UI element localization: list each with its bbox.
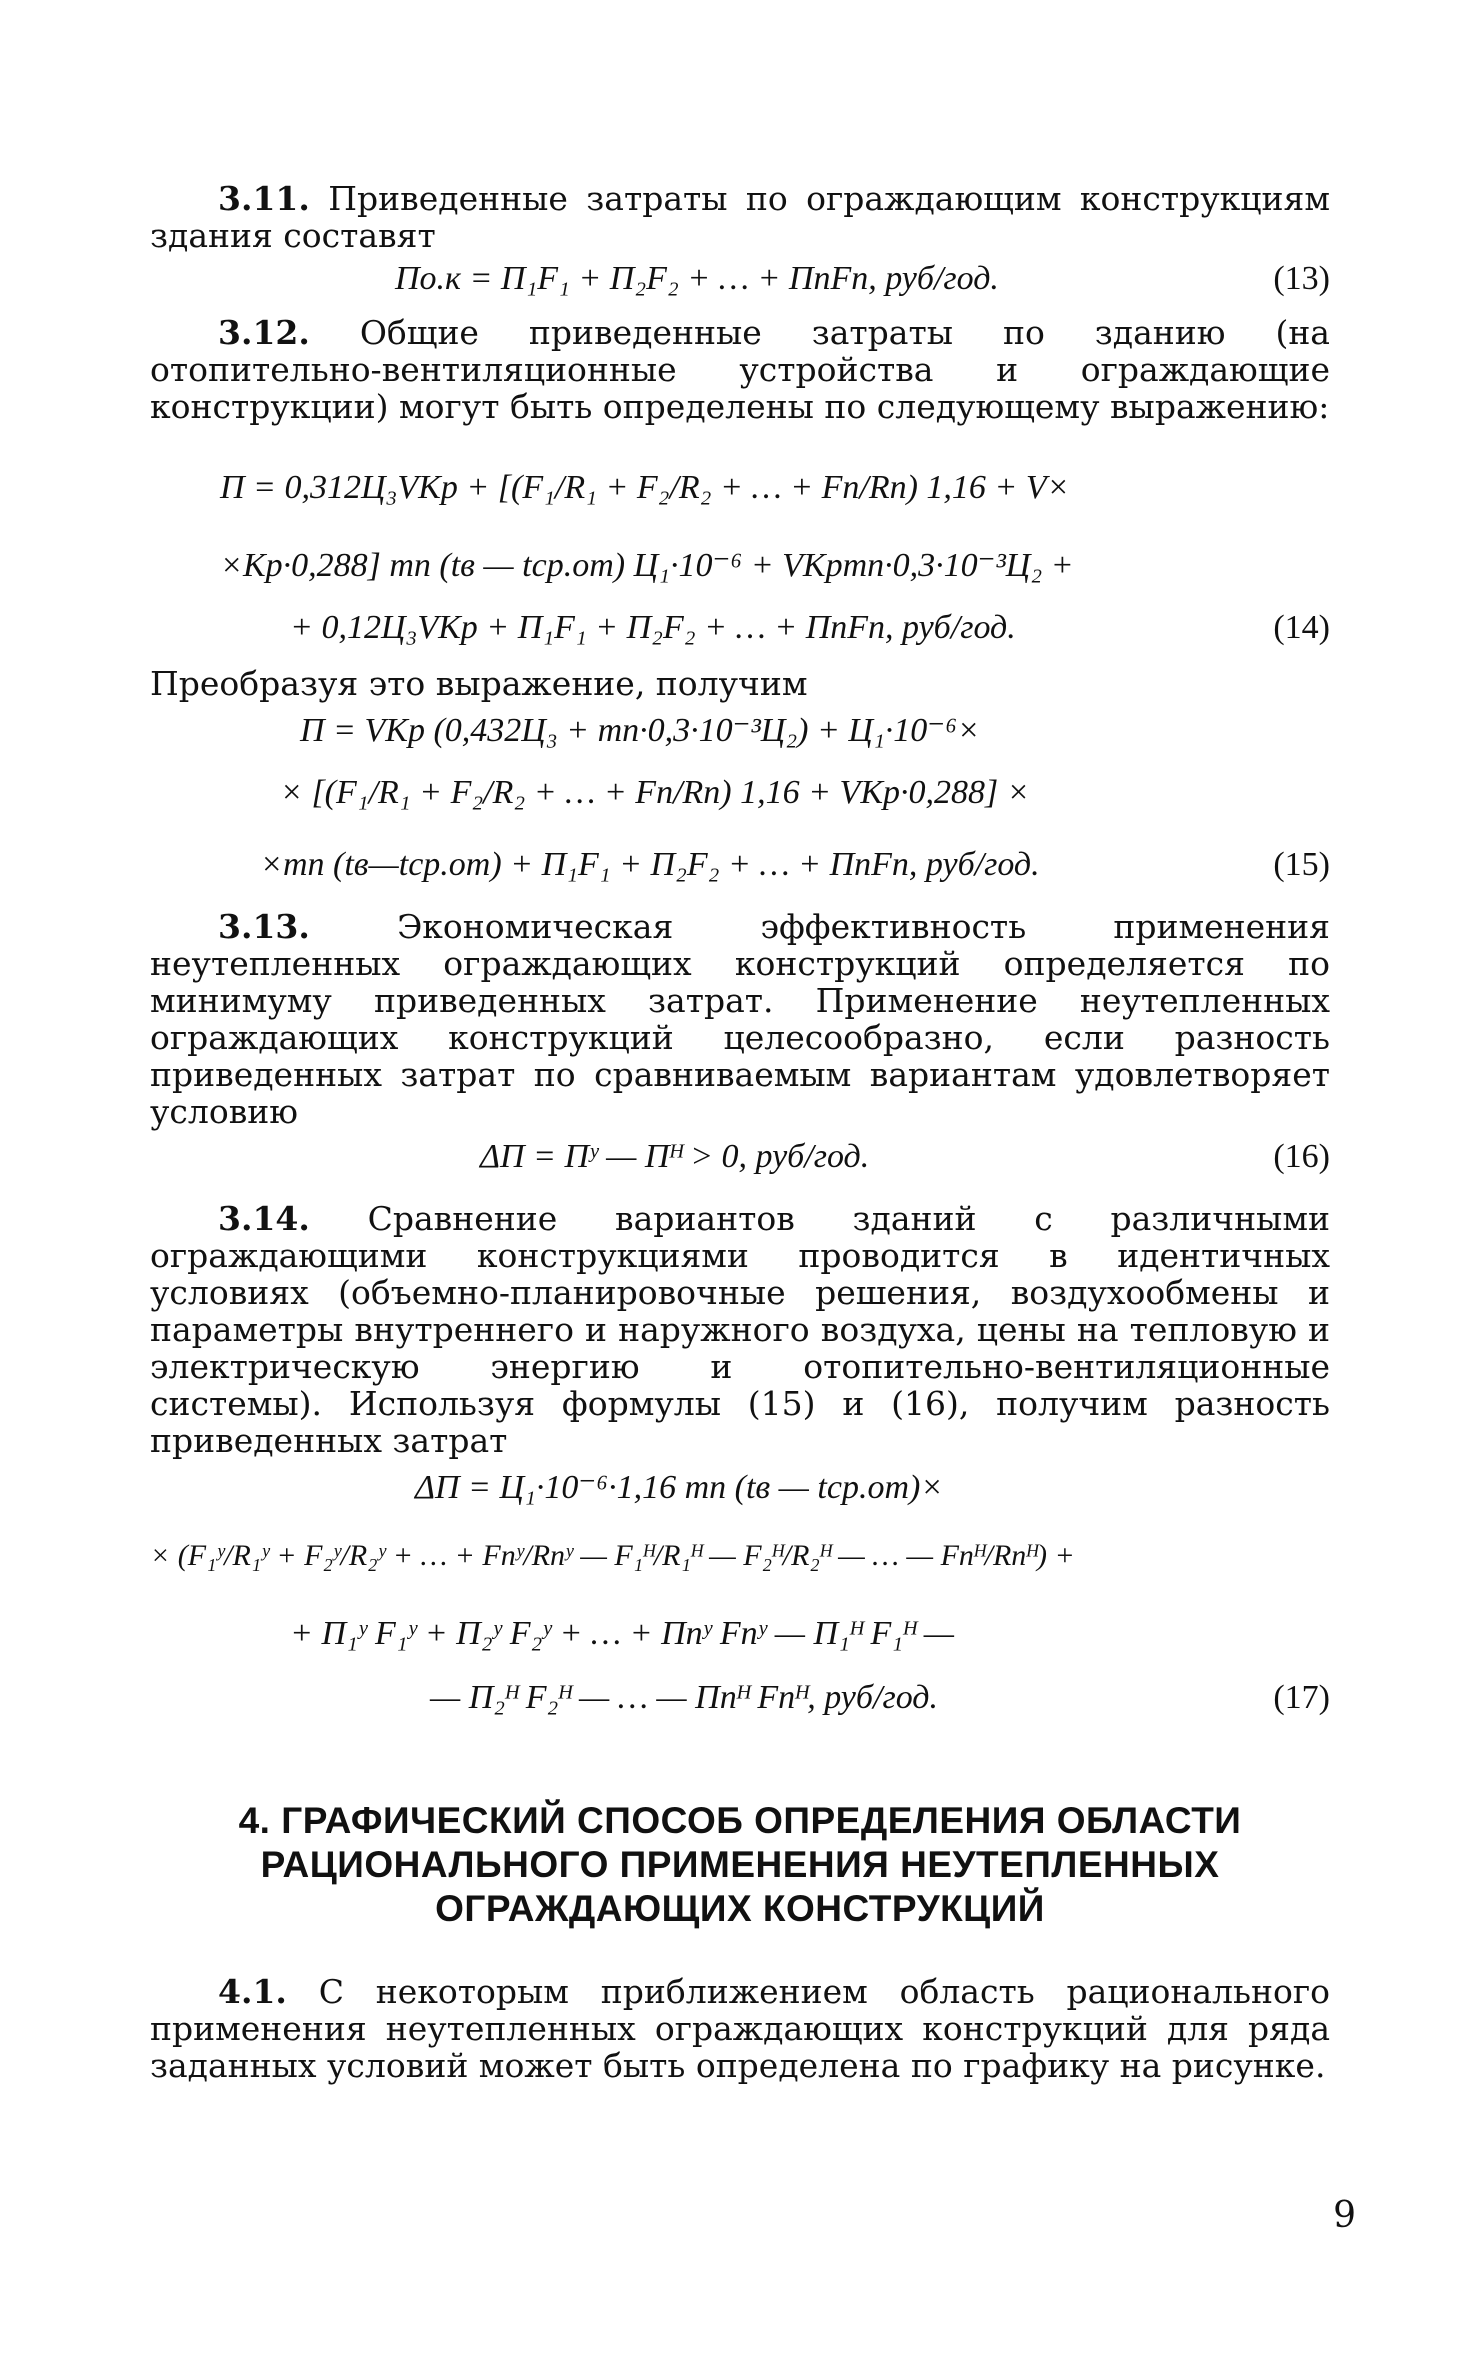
paragraph-4-1: [150, 1973, 1330, 2084]
equation-number: (14): [1273, 609, 1330, 646]
heading-line: 4. ГРАФИЧЕСКИЙ СПОСОБ ОПРЕДЕЛЕНИЯ ОБЛАСТИ: [238, 1800, 1242, 1841]
paragraph-transform: [150, 665, 1330, 702]
formula-13: [150, 260, 1330, 308]
paragraph-number: 4.1.: [218, 1972, 287, 2011]
paragraph-3-14: [150, 1200, 1330, 1459]
formula-14-line-1: [150, 449, 1330, 545]
formula-15-line-2: [150, 758, 1330, 846]
formula-16: [150, 1138, 1330, 1186]
formula-text: ×Kр·0,288] mn (tв — tср.от) Ц₁·10⁻⁶ + VKрmn·0,3·10⁻³Ц₂ +: [220, 547, 1074, 584]
section-heading: [150, 1799, 1330, 1931]
paragraph-3-13: [150, 908, 1330, 1130]
formula-15-line-3: [150, 846, 1330, 900]
equation-number: (17): [1273, 1679, 1330, 1716]
formula-text: П = 0,312Ц₃VKр + [(F₁/R₁ + F₂/R₂ + … + Fn/Rn) 1,16 + V×: [220, 469, 1070, 506]
equation-number: (15): [1273, 846, 1330, 883]
formula-text: П = VKр (0,432Ц₃ + mn·0,3·10⁻³Ц₂) + Ц₁·10⁻⁶×: [300, 712, 980, 749]
formula-17-line-4: [150, 1679, 1330, 1743]
formula-17-line-3: [150, 1615, 1330, 1679]
paragraph-number: 3.13.: [218, 907, 310, 946]
page-number: 9: [1333, 2195, 1356, 2236]
equation-number: (13): [1273, 260, 1330, 297]
document-page: [150, 180, 1330, 2084]
heading-line: РАЦИОНАЛЬНОГО ПРИМЕНЕНИЯ НЕУТЕПЛЕННЫХ: [260, 1844, 1220, 1885]
paragraph-text: С некоторым приближением область рационального применения неутепленных ограждающих конструкций для ряда заданных условий может быть определена по графику на рисунке.: [150, 1972, 1330, 2085]
paragraph-3-11: [150, 180, 1330, 254]
formula-14-line-3: [150, 609, 1330, 665]
paragraph-number: 3.14.: [218, 1199, 310, 1238]
formula-text: ΔП = Ц₁·10⁻⁶·1,16 mn (tв — tср.от)×: [415, 1469, 944, 1506]
formula-17-line-2: [150, 1515, 1330, 1615]
formula-15-line-1: [150, 710, 1330, 758]
formula-text: По.к = П₁F₁ + П₂F₂ + … + ПпFп, руб/год.: [395, 260, 999, 297]
paragraph-number: 3.11.: [218, 179, 310, 218]
paragraph-text: Сравнение вариантов зданий с различными ограждающими конструкциями проводится в идентичных условиях (объемно-планировочные решения, воздухообмены и параметры внутреннего и наружного воздуха, цены на тепловую и электрическую энергию и отопительно-вентиляционные системы). Используя формулы (15) и (16), получим разность приведенных затрат: [150, 1199, 1330, 1460]
paragraph-text: Преобразуя это выражение, получим: [150, 664, 808, 703]
formula-text: — П₂ᴴ F₂ᴴ — … — Пnᴴ Fnᴴ, руб/год.: [430, 1679, 938, 1716]
formula-text: + 0,12Ц₃VKр + П₁F₁ + П₂F₂ + … + ПnFn, руб/год.: [290, 609, 1016, 646]
paragraph-text: Экономическая эффективность применения неутепленных ограждающих конструкций определяется по минимуму приведенных затрат. Применение неутепленных ограждающих конструкций целесообразно, если разность приведенных затрат по сравниваемым вариантам удовлетворяет условию: [150, 907, 1330, 1131]
equation-number: (16): [1273, 1138, 1330, 1175]
paragraph-text: Приведенные затраты по ограждающим конструкциям здания составят: [150, 179, 1330, 255]
formula-text: ΔП = Пʸ — Пᴴ > 0, руб/год.: [480, 1138, 870, 1175]
formula-text: × [(F₁/R₁ + F₂/R₂ + … + Fn/Rn) 1,16 + VKр·0,288] ×: [280, 774, 1030, 811]
formula-text: + П₁ʸ F₁ʸ + П₂ʸ F₂ʸ + … + Пnʸ Fnʸ — П₁ᴴ F₁ᴴ —: [290, 1615, 954, 1652]
paragraph-3-12: [150, 314, 1330, 425]
heading-line: ОГРАЖДАЮЩИХ КОНСТРУКЦИЙ: [435, 1888, 1045, 1929]
formula-14-line-2: [150, 545, 1330, 609]
formula-17-line-1: [150, 1467, 1330, 1515]
paragraph-text: Общие приведенные затраты по зданию (на отопительно-вентиляционные устройства и ограждающие конструкции) могут быть определены по следующему выражению:: [150, 313, 1330, 426]
paragraph-number: 3.12.: [218, 313, 310, 352]
formula-text: ×mn (tв—tср.от) + П₁F₁ + П₂F₂ + … + ПnFn, руб/год.: [260, 846, 1040, 883]
formula-text: × (F₁ʸ/R₁ʸ + F₂ʸ/R₂ʸ + … + Fnʸ/Rnʸ — F₁ᴴ/R₁ᴴ — F₂ᴴ/R₂ᴴ — … — Fnᴴ/Rnᴴ) +: [150, 1539, 1075, 1572]
